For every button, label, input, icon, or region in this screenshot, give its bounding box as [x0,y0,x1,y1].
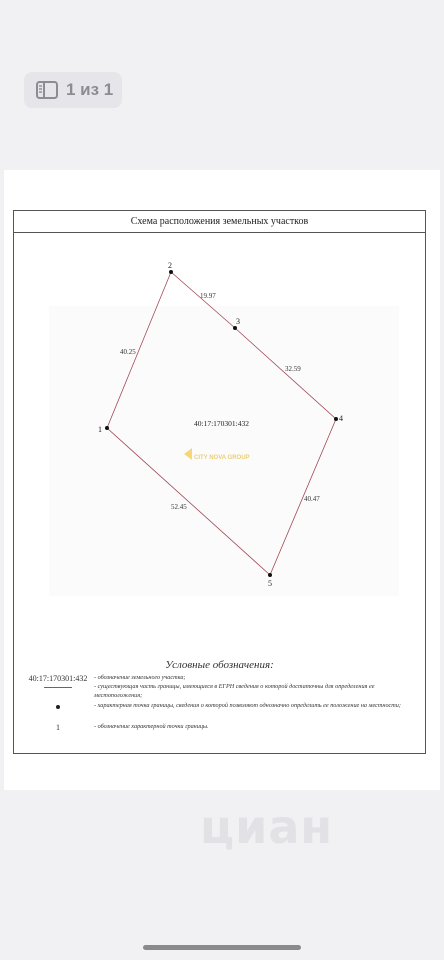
logo-text: CITY NOVA GROUP [194,455,250,461]
page-counter-label: 1 из 1 [66,80,114,99]
legend-symbol-boundary [24,683,92,688]
legend-title: Условные обозначения: [165,659,274,671]
boundary-point-2 [169,270,173,274]
sidebar-panel-icon [36,81,58,99]
boundary-point-4 [334,417,338,421]
point-dot-symbol [56,705,60,709]
parcel-plan [14,211,427,651]
home-indicator[interactable] [143,945,301,950]
boundary-line-symbol [44,687,72,688]
point-label-1: 1 [98,425,102,434]
edge-length-3-4: 32.59 [285,365,301,373]
point-label-3: 3 [236,317,240,326]
legend-desc-parcel: - обозначение земельного участка; [94,674,186,681]
legend-symbol-parcel: 40:17:170301:432 [28,674,88,683]
legend-desc-point: - характерная точка границы, сведения о которой позволяют однозначно определить ее положение на местности; [94,702,401,709]
document-title: Схема расположения земельных участков [14,211,425,233]
cian-watermark: циан [200,800,334,854]
document-page[interactable] [4,170,440,790]
legend-symbol-point [24,702,92,709]
point-label-2: 2 [168,261,172,270]
edge-length-1-2: 40.25 [120,348,136,356]
boundary-point-3 [233,326,237,330]
legend-symbol-point-label: 1 [56,723,60,732]
point-label-5: 5 [268,579,272,588]
parcel-id-label: 40:17:170301:432 [194,419,250,428]
legend-desc-boundary: - существующая часть границы, имеющиеся в ЕГРН сведения о которой достаточны для определения ее местоположения; [94,683,375,699]
page-counter-button[interactable] [24,72,122,108]
edge-length-4-5: 40.47 [304,495,320,503]
legend-desc-point-label: - обозначение характерной точки границы. [94,723,209,730]
document-frame [13,210,426,754]
edge-length-5-1: 52.45 [171,503,187,511]
boundary-point-5 [268,573,272,577]
plan-background [49,306,399,596]
edge-length-2-3: 19.97 [200,292,216,300]
point-label-4: 4 [339,414,343,423]
boundary-point-1 [105,426,109,430]
